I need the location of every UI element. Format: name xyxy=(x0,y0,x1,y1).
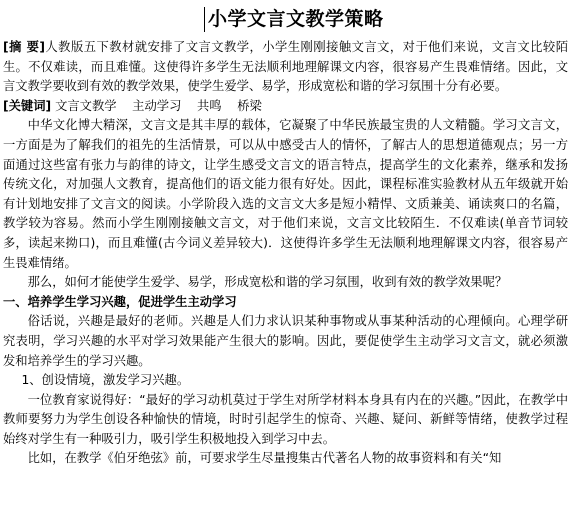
abstract-label: [摘 要] xyxy=(3,40,45,54)
question-paragraph: 那么，如何才能使学生爱学、易学，形成宽松和谐的学习氛围，收到有效的教学效果呢？ xyxy=(27,275,508,290)
title-area xyxy=(0,4,573,32)
section-paragraph: 俗话说，兴趣是最好的老师。兴趣是人们力求认识某种事物或从事某种活动的心理倾向。心理学研究表明，学习兴趣的水平对学习效果能产生很大的影响。因此，要促使学生主动学习文言文，就必须激发和培养学生的学习兴趣。 xyxy=(3,314,568,368)
subsection-heading: 1、创设情境，激发学习兴趣。 xyxy=(21,373,190,388)
keywords-paragraph xyxy=(3,97,568,117)
keywords-text: 文言文教学 主动学习 共鸣 桥梁 xyxy=(55,98,262,113)
subsection-paragraph-2: 比如，在教学《伯牙绝弦》前，可要求学生尽量搜集古代著名人物的故事资料和有关“知 xyxy=(27,451,502,466)
section-heading: 一、培养学生学习兴趣，促进学生主动学习 xyxy=(3,294,237,309)
document-body[interactable] xyxy=(3,38,568,469)
subsection-paragraph: 一位教育家说得好：“最好的学习动机莫过于学生对所学材料本身具有内在的兴趣。”因此，在教学中教师要努力为学生创设各种愉快的情境，时时引起学生的惊奇、兴趣、疑问、新鲜等情绪，使教学过程始终对学生有一种吸引力，吸引学生积极地投入到学习中去。 xyxy=(3,392,568,446)
abstract-paragraph xyxy=(3,38,568,97)
intro-paragraph: 中华文化博大精深，文言文是其丰厚的载体，它凝聚了中华民族最宝贵的人文精髓。学习文言文，一方面是为了解我们的祖先的生活情景，可以从中感受古人的情怀，了解古人的思想道德观点；另一方面通过这些富有张力与韵律的诗文，让学生感受文言文的语言特点，提高学生的文化素养，继承和发扬传统文化，对加强人文教育，提高他们的语文能力很有好处。因此，课程标准实验教材从五年级就开始有计划地安排了文言文的阅读。小学阶段入选的文言文大多是短小精悍、文质兼美、诵读爽口的名篇，教学较为容易。然而小学生刚刚接触文言文，对于他们来说，文言文比较陌生．不仅难读(单音节词较多，读起来拗口)，而且难懂(古今词义差异较大)．这使得许多学生无法顺利地理解课文内容，很容易产生畏难情绪。 xyxy=(3,118,568,270)
page-title[interactable]: 小学文言文教学策略 xyxy=(208,8,384,30)
text-cursor xyxy=(204,7,205,32)
keywords-label: [关键词] xyxy=(3,98,52,113)
abstract-text: 人教版五下教材就安排了文言文教学，小学生刚刚接触文言文，对于他们来说，文言文比较陌生。不仅难读，而且难懂。这使得许多学生无法顺利地理解课文内容，很容易产生畏难情绪。因此，文言文教学要收到有效的教学效果，使学生爱学、易学，形成宽松和谐的学习氛围十分有必要。 xyxy=(3,40,568,94)
